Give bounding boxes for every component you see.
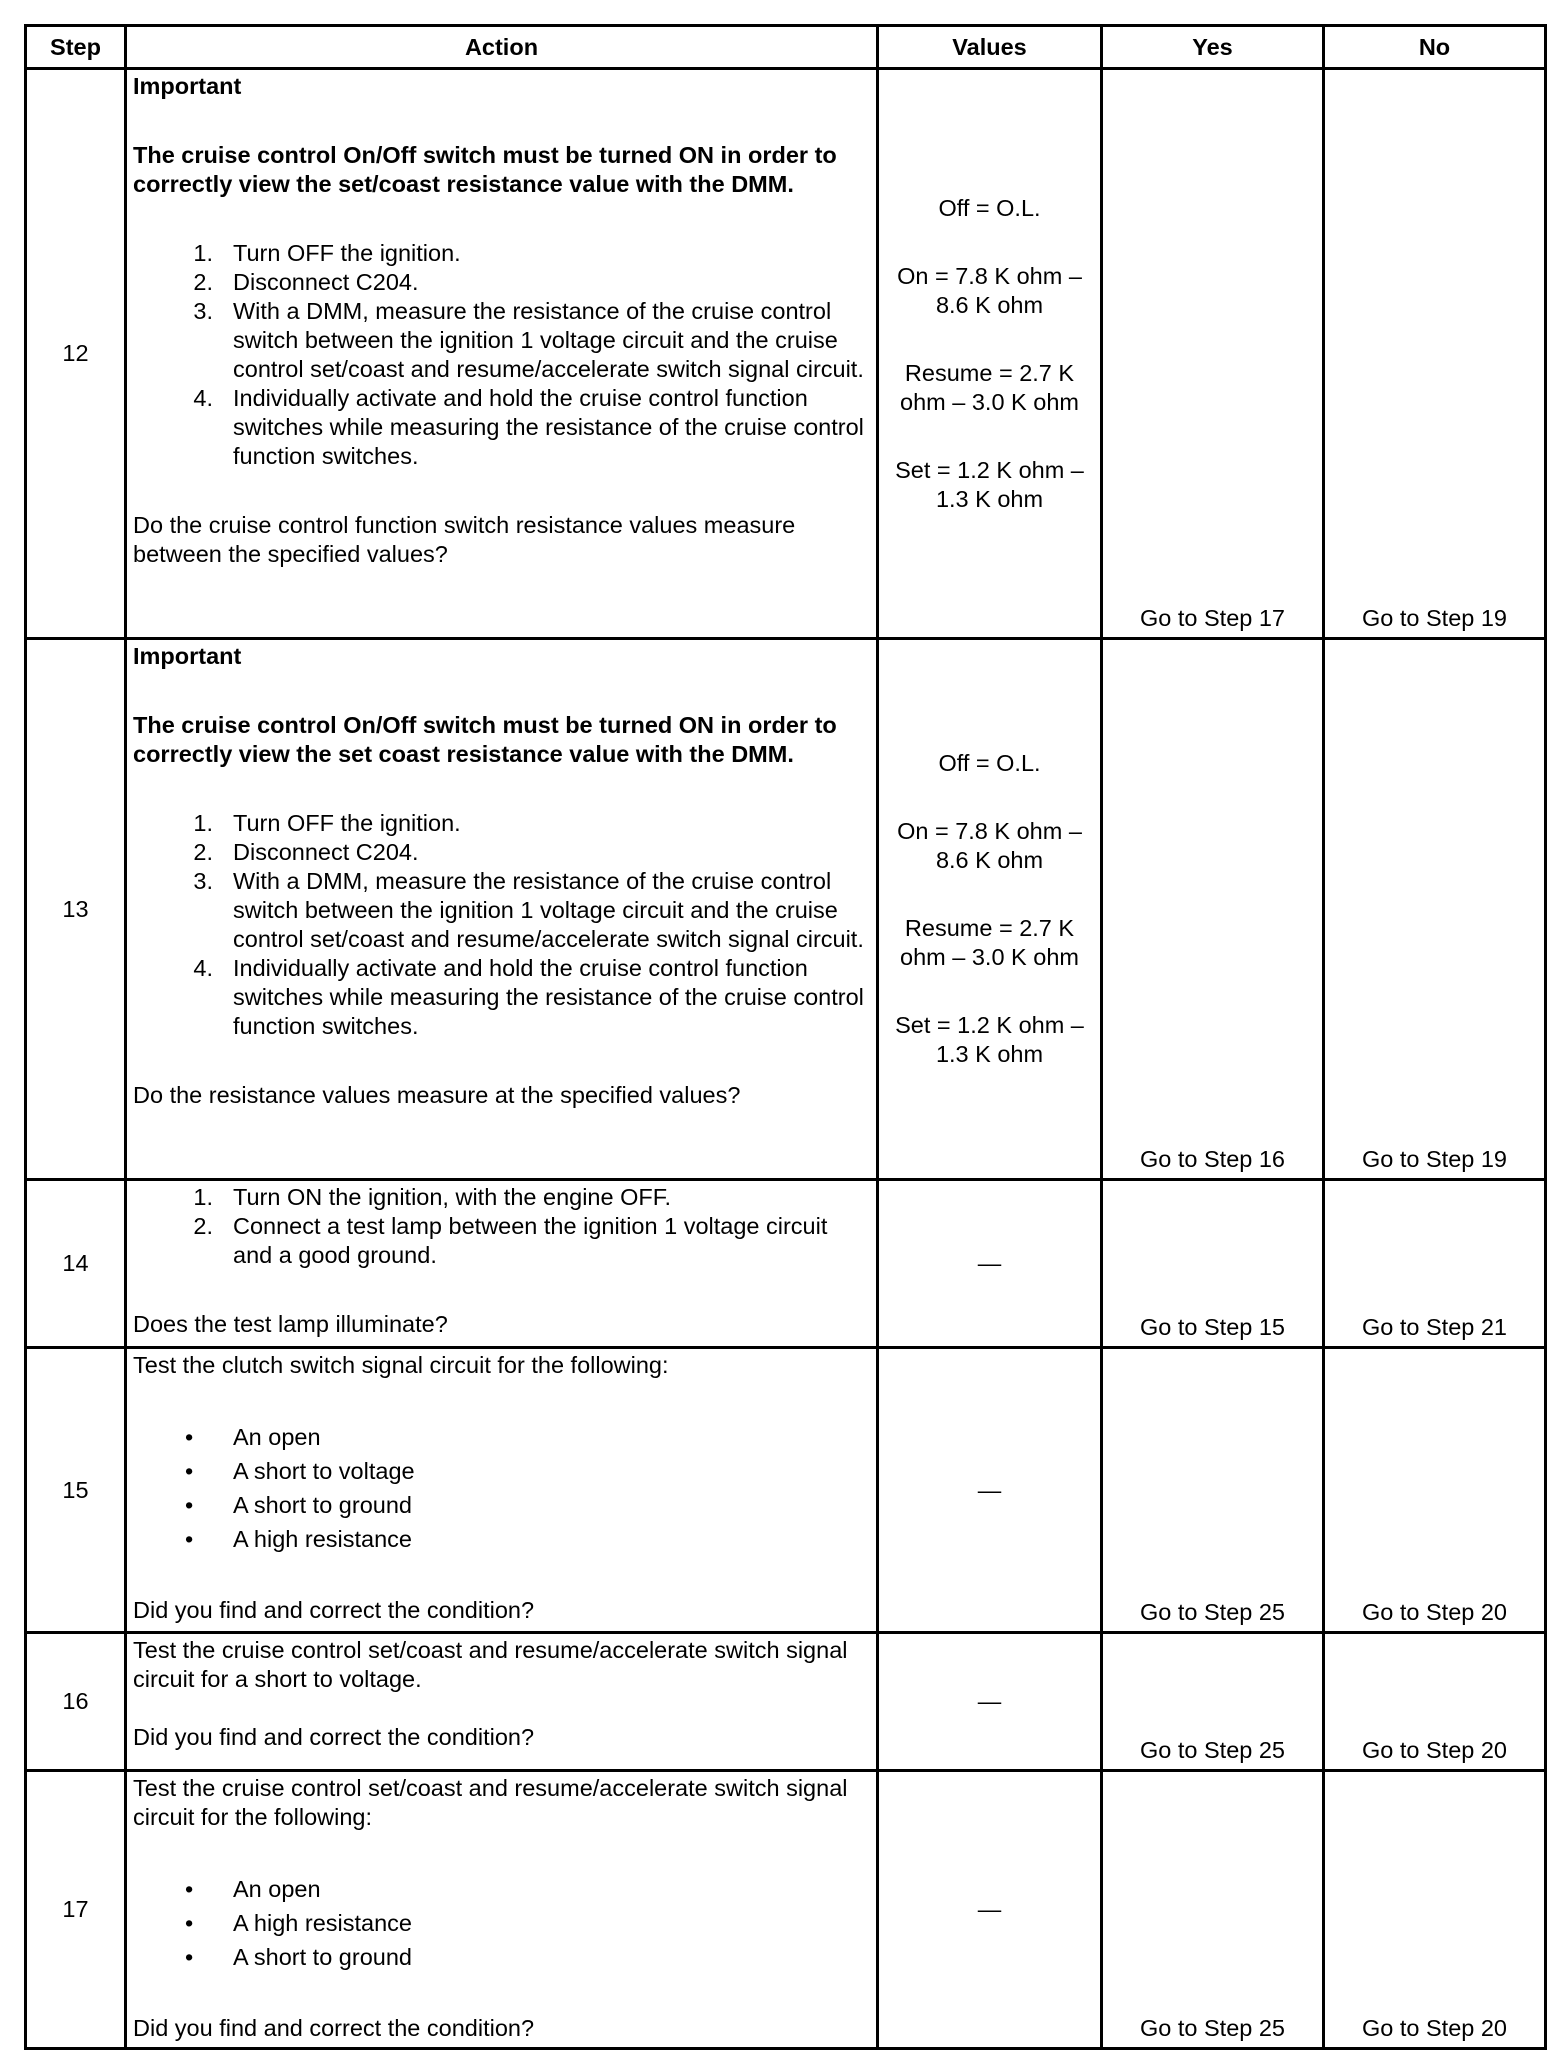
list-item: • A high resistance bbox=[185, 1526, 412, 1552]
table-row bbox=[26, 1180, 1546, 1348]
value-off: Off = O.L. bbox=[938, 194, 1041, 221]
intro-text: Test the clutch switch signal circuit for the following: bbox=[133, 1352, 669, 1378]
list-item: 1. Turn OFF the ignition. bbox=[193, 240, 461, 266]
action-cell bbox=[126, 1771, 878, 2049]
list-item: 3. With a DMM, measure the resistance of the cruise control switch between the ignition 1 voltage circuit and the cruise control set/coast and resume/accelerate switch signal circuit. bbox=[193, 298, 864, 382]
question-text: Did you find and correct the condition? bbox=[133, 1724, 535, 1750]
important-label: Important bbox=[133, 73, 242, 99]
step-number: 15 bbox=[26, 1348, 126, 1633]
action-cell bbox=[126, 639, 878, 1180]
list-item: 2. Connect a test lamp between the ignition 1 voltage circuit and a good ground. bbox=[193, 1213, 828, 1268]
step-number: 17 bbox=[26, 1771, 126, 2049]
values-cell: — bbox=[878, 1348, 1102, 1633]
question-text: Does the test lamp illuminate? bbox=[133, 1311, 448, 1337]
table-row bbox=[26, 639, 1546, 1180]
value-on: On = 7.8 K ohm – 8.6 K ohm bbox=[897, 818, 1082, 873]
list-item: 4. Individually activate and hold the cruise control function switches while measuring the resistance of the cruise control function switches. bbox=[193, 955, 864, 1039]
list-item: 1. Turn ON the ignition, with the engine OFF. bbox=[193, 1184, 672, 1210]
list-item: • A short to voltage bbox=[185, 1458, 415, 1484]
value-resume: Resume = 2.7 K ohm – 3.0 K ohm bbox=[900, 359, 1079, 415]
no-cell: Go to Step 20 bbox=[1324, 1348, 1546, 1633]
table-row bbox=[26, 1633, 1546, 1771]
procedure-list bbox=[133, 1183, 870, 1270]
value-on: On = 7.8 K ohm – 8.6 K ohm bbox=[897, 262, 1082, 318]
action-cell bbox=[126, 1180, 878, 1348]
header-no: No bbox=[1324, 26, 1546, 69]
important-label: Important bbox=[133, 643, 242, 669]
diagnostic-document bbox=[24, 24, 1544, 2041]
yes-cell: Go to Step 17 bbox=[1102, 69, 1324, 639]
important-text: The cruise control On/Off switch must be turned ON in order to correctly view the set coast resistance value with the DMM. bbox=[133, 712, 837, 767]
table-row bbox=[26, 1348, 1546, 1633]
value-set: Set = 1.2 K ohm – 1.3 K ohm bbox=[895, 1012, 1084, 1067]
action-cell bbox=[126, 1633, 878, 1771]
yes-cell: Go to Step 15 bbox=[1102, 1180, 1324, 1348]
condition-list bbox=[133, 1420, 870, 1556]
yes-cell: Go to Step 25 bbox=[1102, 1771, 1324, 2049]
header-step: Step bbox=[26, 26, 126, 69]
step-number: 12 bbox=[26, 69, 126, 639]
value-set: Set = 1.2 K ohm – 1.3 K ohm bbox=[895, 456, 1084, 512]
important-text: The cruise control On/Off switch must be turned ON in order to correctly view the set/coast resistance value with the DMM. bbox=[133, 142, 837, 197]
intro-text: Test the cruise control set/coast and resume/accelerate switch signal circuit for a short to voltage. bbox=[133, 1637, 848, 1692]
header-row bbox=[26, 26, 1546, 69]
question-text: Did you find and correct the condition? bbox=[133, 1597, 535, 1623]
table-row bbox=[26, 1771, 1546, 2049]
header-yes: Yes bbox=[1102, 26, 1324, 69]
list-item: 2. Disconnect C204. bbox=[193, 269, 419, 295]
step-number: 16 bbox=[26, 1633, 126, 1771]
header-values: Values bbox=[878, 26, 1102, 69]
step-number: 14 bbox=[26, 1180, 126, 1348]
no-cell: Go to Step 19 bbox=[1324, 639, 1546, 1180]
action-cell bbox=[126, 1348, 878, 1633]
list-item: • An open bbox=[185, 1424, 321, 1450]
question-text: Do the cruise control function switch resistance values measure between the specified values? bbox=[133, 512, 796, 567]
step-number: 13 bbox=[26, 639, 126, 1180]
list-item: 4. Individually activate and hold the cruise control function switches while measuring the resistance of the cruise control function switches. bbox=[193, 385, 864, 469]
yes-cell: Go to Step 25 bbox=[1102, 1633, 1324, 1771]
procedure-list bbox=[133, 809, 870, 1041]
yes-cell: Go to Step 25 bbox=[1102, 1348, 1324, 1633]
value-resume: Resume = 2.7 K ohm – 3.0 K ohm bbox=[900, 915, 1079, 970]
values-cell bbox=[878, 69, 1102, 639]
list-item: 3. With a DMM, measure the resistance of the cruise control switch between the ignition 1 voltage circuit and the cruise control set/coast and resume/accelerate switch signal circuit. bbox=[193, 868, 864, 952]
values-cell bbox=[878, 639, 1102, 1180]
procedure-list bbox=[133, 239, 870, 471]
list-item: 2. Disconnect C204. bbox=[193, 839, 419, 865]
values-cell: — bbox=[878, 1633, 1102, 1771]
list-item: 1. Turn OFF the ignition. bbox=[193, 810, 461, 836]
values-cell: — bbox=[878, 1180, 1102, 1348]
values-cell: — bbox=[878, 1771, 1102, 2049]
no-cell: Go to Step 19 bbox=[1324, 69, 1546, 639]
value-off: Off = O.L. bbox=[938, 750, 1041, 776]
question-text: Did you find and correct the condition? bbox=[133, 2015, 535, 2041]
no-cell: Go to Step 20 bbox=[1324, 1633, 1546, 1771]
list-item: • An open bbox=[185, 1876, 321, 1902]
header-action: Action bbox=[126, 26, 878, 69]
table-row bbox=[26, 69, 1546, 639]
yes-cell: Go to Step 16 bbox=[1102, 639, 1324, 1180]
intro-text: Test the cruise control set/coast and resume/accelerate switch signal circuit for the following: bbox=[133, 1775, 848, 1830]
no-cell: Go to Step 20 bbox=[1324, 1771, 1546, 2049]
list-item: • A short to ground bbox=[185, 1944, 412, 1970]
no-cell: Go to Step 21 bbox=[1324, 1180, 1546, 1348]
list-item: • A high resistance bbox=[185, 1910, 412, 1936]
condition-list bbox=[133, 1872, 870, 1974]
question-text: Do the resistance values measure at the specified values? bbox=[133, 1082, 741, 1108]
list-item: • A short to ground bbox=[185, 1492, 412, 1518]
diagnostic-table bbox=[24, 24, 1547, 2050]
action-cell bbox=[126, 69, 878, 639]
